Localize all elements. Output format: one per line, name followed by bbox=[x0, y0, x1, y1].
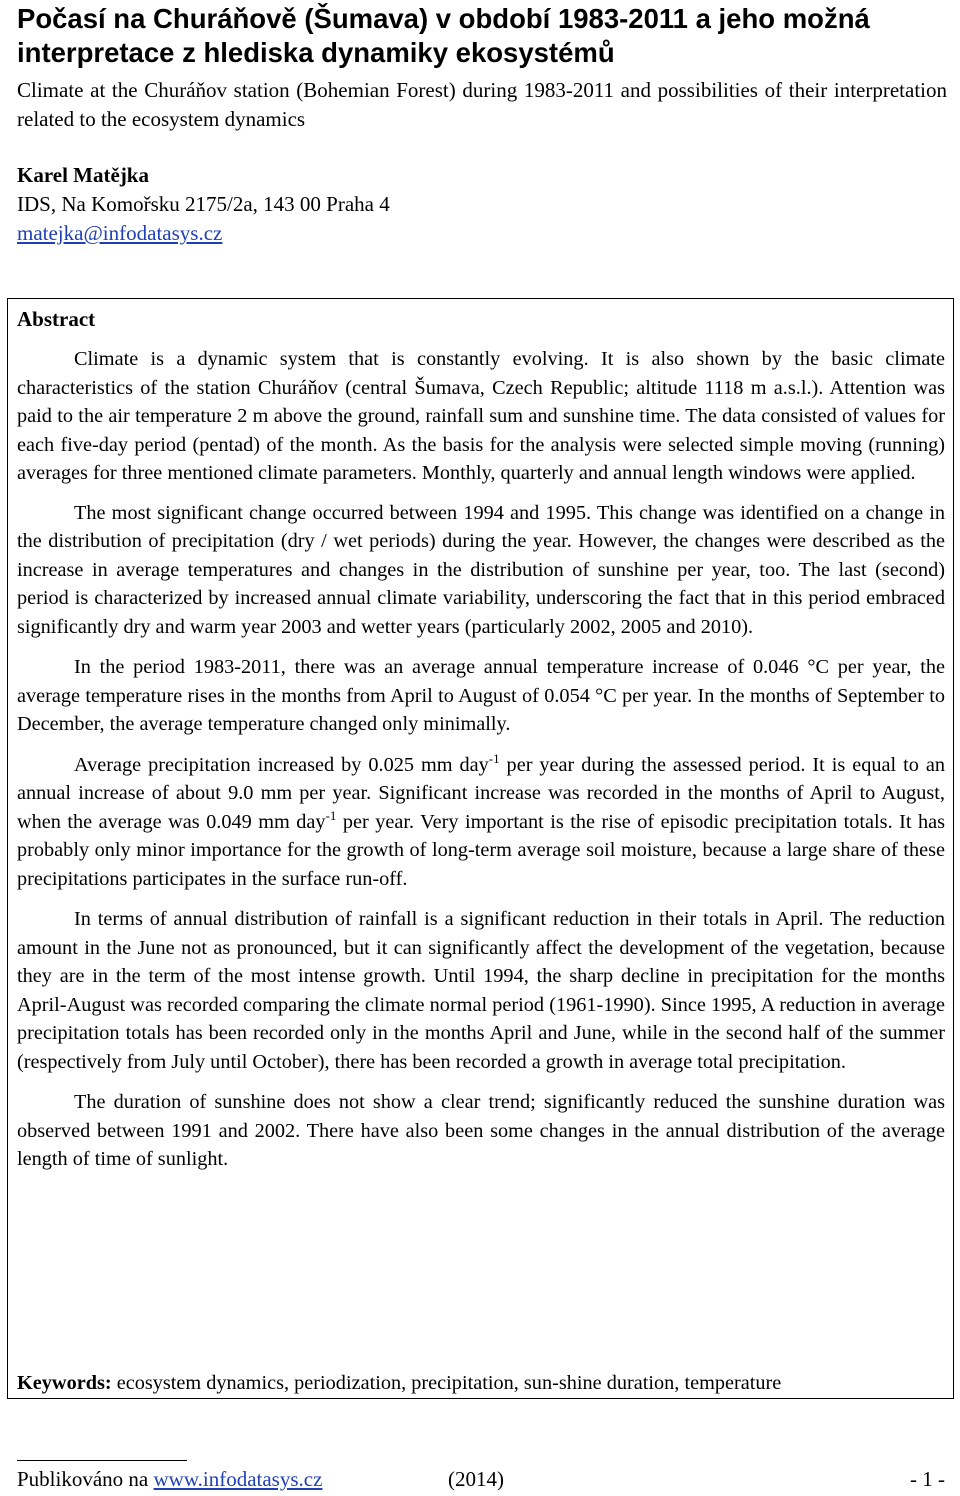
page-footer bbox=[17, 1465, 947, 1495]
abstract-paragraph-1: Climate is a dynamic system that is constantly evolving. It is also shown by the basic climate characteristics of the station Churáňov (central Šumava, Czech Republic; altitude 1118 m a.s.l.). Attention was paid to the air temperature 2 m above the ground, rainfall sum and sunshine time. The data consisted of values for each five-day period (pentad) of the month. As the basis for the analysis were selected simple moving (running) averages for three mentioned climate parameters. Monthly, quarterly and annual length windows were applied. bbox=[17, 348, 945, 484]
abstract-paragraph-4-part-3: per year. Very important is the rise of episodic precipitation totals. It has probably only minor importance for the growth of long-term average soil moisture, because a large share of these precipitations participates in the surface run-off. bbox=[17, 810, 945, 890]
keywords-list: ecosystem dynamics, periodization, precipitation, sun-shine duration, temperature bbox=[111, 1372, 782, 1394]
footer-year: (2014) bbox=[448, 1467, 504, 1491]
footer-published-prefix: Publikováno na bbox=[17, 1467, 154, 1491]
abstract-paragraph-5: In terms of annual distribution of rainfall is a significant reduction in their totals in April. The reduction amount in the June not as pronounced, but it can significantly affect the development of the vegetation, because they are in the term of the most intense growth. Until 1994, the sharp decline in precipitation for the months April-August was recorded comparing the climate normal period (1961-1990). Since 1995, A reduction in average precipitation totals has been recorded only in the months April and June, while in the second half of the summer (respectively from July until October), there has been recorded a growth in average total precipitation. bbox=[17, 908, 945, 1073]
keywords-line bbox=[17, 1369, 945, 1397]
author-affiliation: IDS, Na Komořsku 2175/2a, 143 00 Praha 4 bbox=[17, 192, 390, 216]
unit-exponent: -1 bbox=[325, 807, 337, 823]
abstract-body bbox=[17, 345, 945, 1186]
author-email-link[interactable]: matejka@infodatasys.cz bbox=[17, 221, 223, 245]
abstract-paragraph-4 bbox=[17, 751, 945, 894]
unit-exponent: -1 bbox=[488, 750, 500, 766]
footer-rule bbox=[17, 1460, 187, 1461]
author-name: Karel Matějka bbox=[17, 163, 149, 187]
paper-title: Počasí na Churáňově (Šumava) v období 1983-2011 a jeho možná interpretace z hlediska dynamiky ekosystémů bbox=[17, 3, 870, 68]
abstract-heading: Abstract bbox=[17, 307, 96, 331]
page-number: - 1 - bbox=[910, 1467, 945, 1491]
paper-subtitle: Climate at the Churáňov station (Bohemian Forest) during 1983-2011 and possibilities of their interpretation related to the ecosystem dynamics bbox=[17, 78, 947, 131]
footer-website-link[interactable]: www.infodatasys.cz bbox=[153, 1467, 323, 1491]
abstract-paragraph-4-part-2: per year during the assessed period. It is equal to an annual increase of about 9.0 mm per year. Significant increase was recorded in the months of April to August, when the average was 0.049 mm day bbox=[17, 753, 945, 833]
abstract-paragraph-3: In the period 1983-2011, there was an average annual temperature increase of 0.046 °C per year, the average temperature rises in the months from April to August of 0.054 °C per year. In the months of September to December, the average temperature changed only minimally. bbox=[17, 656, 945, 735]
keywords-label: Keywords: bbox=[17, 1372, 112, 1394]
abstract-paragraph-6: The duration of sunshine does not show a clear trend; significantly reduced the sunshine duration was observed between 1991 and 2002. There have also been some changes in the annual distribution of the average length of time of sunlight. bbox=[17, 1091, 945, 1170]
abstract-paragraph-4-part-1: Average precipitation increased by 0.025 mm day bbox=[74, 753, 489, 776]
abstract-paragraph-2: The most significant change occurred between 1994 and 1995. This change was identified on a change in the distribution of precipitation (dry / wet periods) during the year. However, the changes were described as the increase in average temperatures and changes in the distribution of sunshine per year, too. The last (second) period is characterized by increased annual climate variability, underscoring the fact that in this period embraced significantly dry and warm year 2003 and wetter years (particularly 2002, 2005 and 2010). bbox=[17, 501, 945, 638]
footer-published bbox=[17, 1465, 322, 1493]
